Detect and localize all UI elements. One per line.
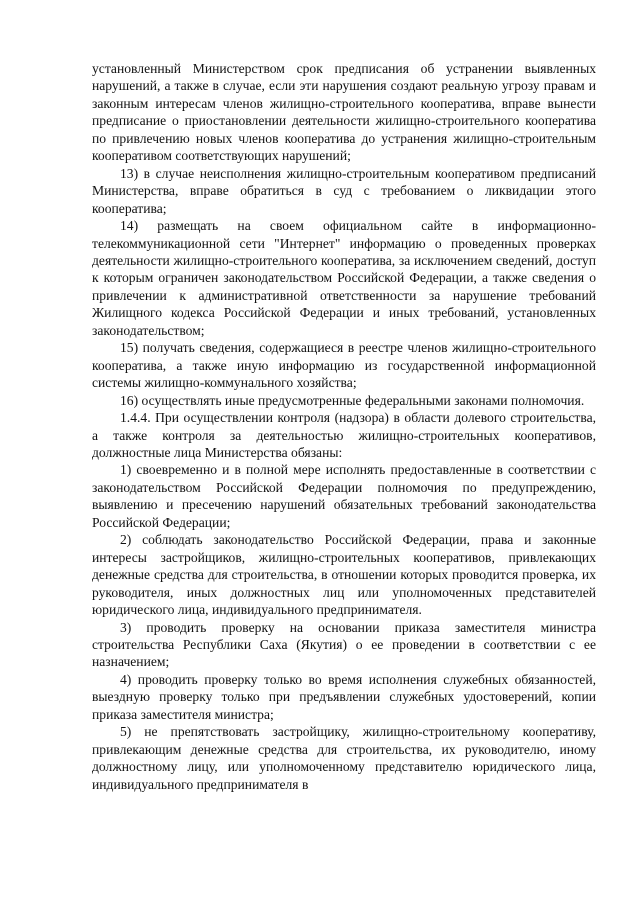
- document-page: [92, 60, 596, 793]
- paragraph-duty-3: 3) проводить проверку на основании приказа заместителя министра строительства Республики Саха (Якутия) о ее проведении в соответствии с ее назначением;: [92, 619, 596, 670]
- paragraph-duty-1: 1) своевременно и в полной мере исполнять предоставленные в соответствии с законодательством Российской Федерации полномочия по предупреждению, выявлению и пресечению нарушений обязательных требований законодательства Российской Федерации;: [92, 462, 596, 530]
- paragraph-section-1-4-4: 1.4.4. При осуществлении контроля (надзора) в области долевого строительства, а также контроля за деятельностью жилищно-строительных кооперативов, должностные лица Министерства обязаны:: [92, 410, 596, 460]
- paragraph-duty-5: 5) не препятствовать застройщику, жилищно-строительному кооперативу, привлекающим денежные средства для строительства, их руководителю, иному должностному лицу, или уполномоченному представителю юридического лица, индивидуального предпринимателя в: [92, 724, 596, 792]
- paragraph-continuation: установленный Министерством срок предписания об устранении выявленных нарушений, а также в случае, если эти нарушения создают реальную угрозу правам и законным интересам членов жилищно-строительного кооператива, вправе вынести предписание о приостановлении деятельности жилищно-строительного кооператива по привлечению новых членов кооператива до устранения жилищно-строительным кооперативом соответствующих нарушений;: [92, 61, 596, 164]
- paragraph-item-16: 16) осуществлять иные предусмотренные федеральными законами полномочия.: [120, 392, 585, 408]
- paragraph-duty-2: 2) соблюдать законодательство Российской Федерации, права и законные интересы застройщиков, жилищно-строительных кооперативов, привлекающих денежные средства для строительства, в отношении которых проводится проверка, их руководителя, иных должностных лиц или уполномоченных представителей юридического лица, индивидуального предпринимателя.: [92, 532, 596, 618]
- paragraph-duty-4: 4) проводить проверку только во время исполнения служебных обязанностей, выездную проверку только при предъявлении служебных удостоверений, копии приказа заместителя министра;: [92, 671, 596, 722]
- paragraph-item-13: 13) в случае неисполнения жилищно-строительным кооперативом предписаний Министерства, вправе обратиться в суд с требованием о ликвидации этого кооператива;: [92, 165, 596, 216]
- paragraph-item-15: 15) получать сведения, содержащиеся в реестре членов жилищно-строительного кооператива, а также иную информацию из государственной информационной системы жилищно-коммунального хозяйства;: [92, 340, 596, 391]
- paragraph-item-14: 14) размещать на своем официальном сайте в информационно-телекоммуникационной сети "Интернет" информацию о проведенных проверках деятельности жилищно-строительного кооператива, за исключением сведений, доступ к которым ограничен законодательством Российской Федерации, а также сведения о привлечении к административной ответственности за нарушение требований Жилищного кодекса Российской Федерации и иных требований, установленных законодательством;: [92, 218, 596, 338]
